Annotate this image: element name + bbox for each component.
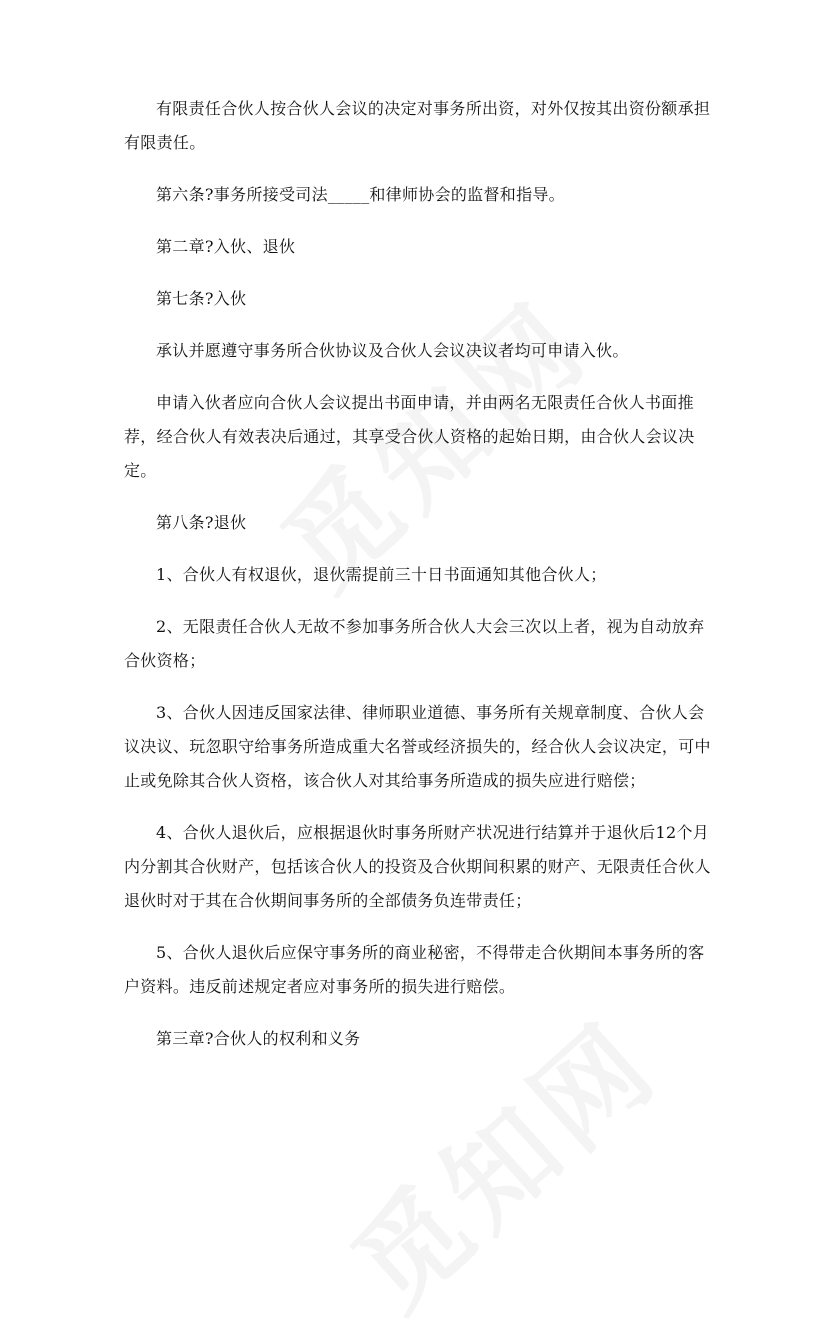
withdrawal-item-5: 5、合伙人退伙后应保守事务所的商业秘密，不得带走合伙期间本事务所的客户资料。违反前述规定者应对事务所的损失进行赔偿。 [124,943,705,996]
withdrawal-item-3: 3、合伙人因违反国家法律、律师职业道德、事务所有关规章制度、合伙人会议决议、玩忽职守给事务所造成重大名誉或经济损失的，经合伙人会议决定，可中止或免除其合伙人资格，该合伙人对其给事务所造成的损失应进行赔偿； [124,703,711,790]
article-7-heading: 第七条?入伙 [156,289,247,308]
paragraph-liability: 有限责任合伙人按合伙人会议的决定对事务所出资，对外仅按其出资份额承担有限责任。 [124,99,711,152]
article-8-heading: 第八条?退伙 [156,513,247,532]
withdrawal-item-1: 1、合伙人有权退伙，退伙需提前三十日书面通知其他合伙人； [156,565,607,584]
paragraph-application: 申请入伙者应向合伙人会议提出书面申请，并由两名无限责任合伙人书面推荐，经合伙人有效表决后通过，其享受合伙人资格的起始日期，由合伙人会议决定。 [124,393,695,480]
chapter-3-heading: 第三章?合伙人的权利和义务 [156,1029,361,1048]
document-body [124,92,714,1074]
paragraph-admission: 承认并愿遵守事务所合伙协议及合伙人会议决议者均可申请入伙。 [156,341,629,360]
withdrawal-item-2: 2、无限责任合伙人无故不参加事务所合伙人大会三次以上者，视为自动放弃合伙资格； [124,617,705,670]
chapter-2-heading: 第二章?入伙、退伙 [156,237,296,256]
withdrawal-item-4: 4、合伙人退伙后，应根据退伙时事务所财产状况进行结算并于退伙后12个月内分割其合伙财产，包括该合伙人的投资及合伙期间积累的财产、无限责任合伙人退伙时对于其在合伙期间事务所的全部债务负连带责任； [124,823,711,910]
article-6: 第六条?事务所接受司法_____和律师协会的监督和指导。 [156,185,565,204]
